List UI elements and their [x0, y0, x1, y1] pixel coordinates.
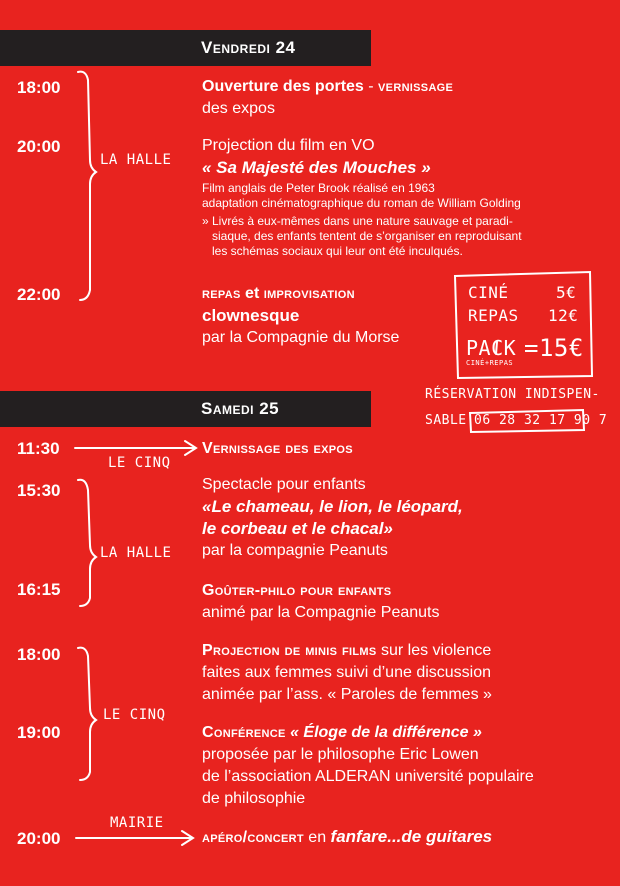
- event-projection: [202, 135, 612, 259]
- halle-brace: [78, 480, 96, 606]
- venue-mairie: MAIRIE: [110, 815, 164, 831]
- price-repas-label: REPAS: [468, 306, 519, 325]
- event-spectacle: [202, 474, 612, 562]
- vernissage-label: vernissage: [378, 78, 454, 95]
- saturday-title: Samedi 25: [201, 399, 280, 418]
- film-info-2: adaptation cinématographique du roman de William Golding: [202, 196, 521, 210]
- apero-fanfare: fanfare...de guitares: [330, 827, 493, 846]
- price-repas: 12€: [548, 306, 579, 325]
- saturday-banner: [0, 391, 371, 427]
- price-pack-sub: CINÉ+REPAS: [466, 359, 514, 367]
- event-intro: Projection du film en VO: [202, 137, 375, 154]
- event-minis-films: [202, 640, 612, 706]
- conference-line4: de philosophie: [202, 790, 306, 807]
- time-1130: 11:30: [17, 439, 60, 458]
- apero-en: en: [303, 829, 331, 846]
- event-ouverture: [202, 76, 612, 120]
- time-1800: 18:00: [17, 645, 61, 664]
- price-cine-label: CINÉ: [468, 283, 509, 302]
- arrow-vernissage: [75, 441, 196, 455]
- vernissage-title: Vernissage des expos: [202, 440, 353, 457]
- et-label: et: [240, 285, 264, 302]
- film-desc-2: siaque, des enfants tentent de s’organiser en reproduisant: [212, 229, 522, 243]
- event-title: Ouverture des portes: [202, 78, 364, 95]
- compagnie-morse: par la Compagnie du Morse: [202, 329, 400, 346]
- minis-films-title: Projection de minis films: [202, 642, 377, 659]
- impro-label: improvisation: [263, 285, 355, 302]
- conference-title: Conférence: [202, 724, 286, 741]
- film-info-1: Film anglais de Peter Brook réalisé en 1963: [202, 181, 435, 195]
- arrow-apero: [76, 831, 193, 845]
- dash: -: [363, 78, 379, 95]
- spectacle-intro: Spectacle pour enfants: [202, 476, 366, 493]
- price-pack-label: PACK: [466, 336, 517, 360]
- repas-label: repas: [202, 285, 241, 302]
- spectacle-title-1: «Le chameau, le lion, le léopard,: [202, 497, 463, 516]
- venue-la-halle: LA HALLE: [100, 152, 172, 168]
- time-2200: 22:00: [17, 285, 61, 304]
- event-apero: [202, 826, 612, 849]
- reservation-line2: SABLE: [425, 413, 467, 428]
- clownesque-label: clownesque: [202, 306, 300, 325]
- film-title: « Sa Majesté des Mouches »: [202, 158, 431, 177]
- minis-films-line3: animée par l’ass. « Paroles de femmes »: [202, 686, 492, 703]
- film-desc-1: » Livrés à eux-mêmes dans une nature sauvage et paradi-: [202, 214, 513, 228]
- time-1615: 16:15: [17, 580, 61, 599]
- minis-films-line2: faites aux femmes suivi d’une discussion: [202, 664, 492, 681]
- friday-banner: [0, 30, 371, 66]
- event-repas: [202, 283, 452, 349]
- time-2000: 20:00: [17, 137, 61, 156]
- venue-la-halle: LA HALLE: [100, 545, 172, 561]
- conference-line2: proposée par le philosophe Eric Lowen: [202, 746, 479, 763]
- event-vernissage: [202, 438, 612, 460]
- price-pack: =15€: [524, 334, 584, 362]
- conference-line3: de l’association ALDERAN université populaire: [202, 768, 534, 785]
- venue-le-cinq: LE CINQ: [103, 707, 166, 723]
- cinq-brace: [78, 648, 96, 780]
- spectacle-title-2: le corbeau et le chacal»: [202, 519, 393, 538]
- event-subline: des expos: [202, 100, 275, 117]
- apero-title: apéro/concert: [202, 829, 304, 846]
- film-desc-3: les schémas sociaux qui leur ont été inculqués.: [212, 244, 463, 258]
- venue-le-cinq: LE CINQ: [108, 455, 171, 471]
- friday-brace: [78, 72, 96, 300]
- reservation-line1: RÉSERVATION INDISPEN-: [425, 387, 600, 402]
- time-1530: 15:30: [17, 481, 61, 500]
- time-1900: 19:00: [17, 723, 61, 742]
- event-conference: [202, 722, 612, 810]
- phone-number: 06 28 32 17 90 7: [474, 413, 608, 428]
- gouter-title: Goûter-philo pour enfants: [202, 582, 392, 599]
- time-1800: 18:00: [17, 78, 61, 97]
- price-cine: 5€: [556, 283, 577, 302]
- time-2000: 20:00: [17, 829, 61, 848]
- minis-films-rest: sur les violence: [376, 642, 492, 659]
- spectacle-compagnie: par la compagnie Peanuts: [202, 542, 388, 559]
- event-gouter: [202, 580, 612, 624]
- gouter-anime: animé par la Compagnie Peanuts: [202, 604, 440, 621]
- conference-quote: « Éloge de la différence »: [285, 724, 482, 741]
- friday-title: Vendredi 24: [201, 38, 296, 57]
